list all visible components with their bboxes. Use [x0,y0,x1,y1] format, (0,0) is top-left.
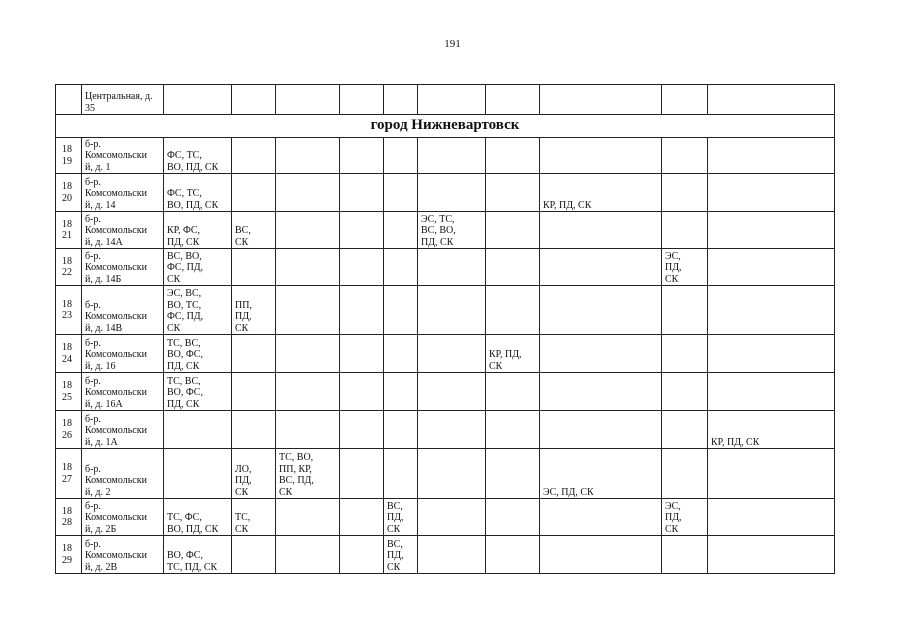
service-cell: ПП, ПД, СК [232,286,276,335]
service-cell [486,536,540,574]
service-cell [418,249,486,286]
table-row [56,536,835,574]
service-cell [486,373,540,411]
address-cell: б-р. Комсомольски й, д. 16 [82,335,164,373]
service-cell [418,373,486,411]
service-cell [486,212,540,249]
row-number-cell: 18 19 [56,138,82,174]
row-number-cell: 18 29 [56,536,82,574]
service-cell [540,373,662,411]
table-row [56,499,835,536]
service-cell [486,499,540,536]
table-row [56,249,835,286]
service-cell [232,411,276,449]
service-cell [486,249,540,286]
service-cell [164,449,232,499]
service-cell [486,449,540,499]
service-cell [276,499,340,536]
address-cell: б-р. Комсомольски й, д. 2В [82,536,164,574]
service-cell [384,411,418,449]
service-cell [662,138,708,174]
table-row [56,138,835,174]
row-number-cell: 18 27 [56,449,82,499]
service-cell [662,449,708,499]
row-number-cell: 18 25 [56,373,82,411]
row-number-cell: 18 26 [56,411,82,449]
service-cell: ТС, ВС, ВО, ФС, ПД, СК [164,373,232,411]
row-number-cell: 18 22 [56,249,82,286]
service-cell [384,174,418,212]
service-cell [418,138,486,174]
services-table [55,84,835,574]
service-cell [276,286,340,335]
service-cell [276,536,340,574]
address-cell: б-р. Комсомольски й, д. 14В [82,286,164,335]
service-cell [540,499,662,536]
service-cell [340,212,384,249]
row-number-cell: 18 23 [56,286,82,335]
service-cell [662,335,708,373]
service-cell [232,373,276,411]
city-header-row [56,115,835,138]
service-cell [232,249,276,286]
service-cell: ТС, ФС, ВО, ПД, СК [164,499,232,536]
service-cell: ФС, ТС, ВО, ПД, СК [164,174,232,212]
address-cell: Центральная, д. 35 [82,85,164,115]
address-cell: б-р. Комсомольски й, д. 14Б [82,249,164,286]
table-row [56,335,835,373]
service-cell [486,138,540,174]
service-cell: ТС, ВО, ПП, КР, ВС, ПД, СК [276,449,340,499]
service-cell: ВС, ПД, СК [384,536,418,574]
service-cell [340,138,384,174]
row-number-cell: 18 24 [56,335,82,373]
table-row [56,286,835,335]
service-cell [418,411,486,449]
service-cell: ТС, СК [232,499,276,536]
page-number: 191 [444,38,461,50]
service-cell: ЭС, ПД, СК [662,499,708,536]
service-cell [340,174,384,212]
service-cell [486,286,540,335]
service-cell [276,174,340,212]
table-body [56,85,835,574]
table-row [56,212,835,249]
service-cell [540,249,662,286]
row-number-cell [56,85,82,115]
service-cell [486,174,540,212]
service-cell [418,335,486,373]
service-cell [232,138,276,174]
service-cell [418,536,486,574]
service-cell [540,411,662,449]
service-cell [662,174,708,212]
service-cell [662,536,708,574]
service-cell: КР, ПД, СК [708,411,835,449]
table-row-top [56,85,835,115]
service-cell: ЭС, ПД, СК [662,249,708,286]
service-cell [340,373,384,411]
table-row [56,174,835,212]
service-cell [540,138,662,174]
service-cell: КР, ПД, СК [486,335,540,373]
service-cell [708,249,835,286]
service-cell [276,212,340,249]
address-cell: б-р. Комсомольски й, д. 14 [82,174,164,212]
service-cell [418,499,486,536]
service-cell [540,212,662,249]
address-cell: б-р. Комсомольски й, д. 2 [82,449,164,499]
service-cell [662,212,708,249]
service-cell [384,286,418,335]
service-cell [708,449,835,499]
service-cell: ВС, ВО, ФС, ПД, СК [164,249,232,286]
service-cell [276,411,340,449]
service-cell [164,411,232,449]
service-cell [708,212,835,249]
service-cell [340,411,384,449]
service-cell [708,536,835,574]
service-cell [384,249,418,286]
service-cell [486,411,540,449]
row-number-cell: 18 28 [56,499,82,536]
service-cell: ЭС, ПД, СК [540,449,662,499]
service-cell [384,138,418,174]
service-cell [232,335,276,373]
service-cell [418,449,486,499]
service-cell [418,174,486,212]
service-cell [708,373,835,411]
service-cell: ВС, СК [232,212,276,249]
service-cell [340,286,384,335]
address-cell: б-р. Комсомольски й, д. 1А [82,411,164,449]
service-cell [276,249,340,286]
service-cell [276,335,340,373]
service-cell: ЭС, ВС, ВО, ТС, ФС, ПД, СК [164,286,232,335]
service-cell [384,449,418,499]
service-cell [662,286,708,335]
service-cell: ФС, ТС, ВО, ПД, СК [164,138,232,174]
service-cell [384,212,418,249]
service-cell: ЭС, ТС, ВС, ВО, ПД, СК [418,212,486,249]
service-cell [708,286,835,335]
service-cell [662,411,708,449]
row-number-cell: 18 20 [56,174,82,212]
service-cell [418,286,486,335]
service-cell [662,373,708,411]
city-header: город Нижневартовск [56,115,835,138]
row-number-cell: 18 21 [56,212,82,249]
service-cell [276,138,340,174]
table-row [56,411,835,449]
address-cell: б-р. Комсомольски й, д. 1 [82,138,164,174]
service-cell [540,286,662,335]
address-cell: б-р. Комсомольски й, д. 16А [82,373,164,411]
service-cell [232,174,276,212]
service-cell [708,335,835,373]
service-cell [340,499,384,536]
service-cell [340,449,384,499]
address-cell: б-р. Комсомольски й, д. 14А [82,212,164,249]
service-cell [540,335,662,373]
service-cell: КР, ФС, ПД, СК [164,212,232,249]
service-cell [384,335,418,373]
service-cell [340,249,384,286]
service-cell [232,536,276,574]
service-cell [340,536,384,574]
table-row [56,449,835,499]
service-cell [708,499,835,536]
service-cell: ВС, ПД, СК [384,499,418,536]
service-cell [384,373,418,411]
service-cell [340,335,384,373]
service-cell: ЛО, ПД, СК [232,449,276,499]
address-cell: б-р. Комсомольски й, д. 2Б [82,499,164,536]
service-cell [708,138,835,174]
service-cell: КР, ПД, СК [540,174,662,212]
table-row [56,373,835,411]
service-cell: ТС, ВС, ВО, ФС, ПД, СК [164,335,232,373]
service-cell: ВО, ФС, ТС, ПД, СК [164,536,232,574]
service-cell [276,373,340,411]
service-cell [708,174,835,212]
service-cell [540,536,662,574]
